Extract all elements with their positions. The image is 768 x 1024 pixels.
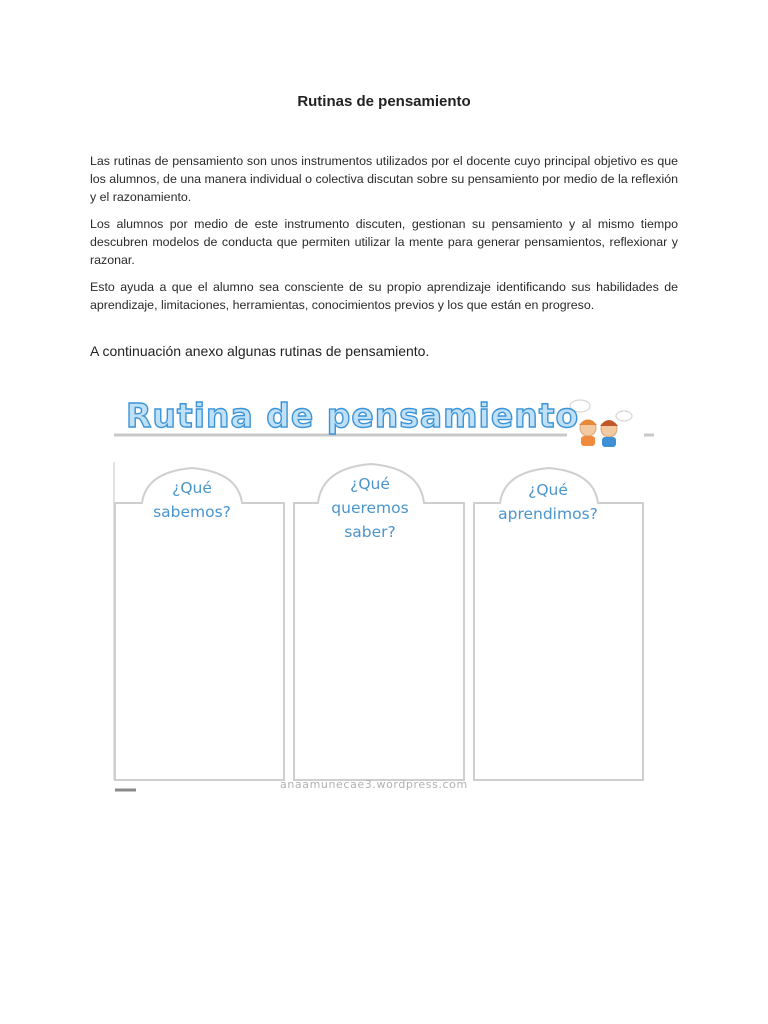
question-rest: aprendimos? — [498, 505, 598, 523]
question-rest: queremos — [331, 499, 409, 517]
figure-credit: anaamunecae3.wordpress.com — [280, 778, 468, 791]
page-title: Rutinas de pensamiento — [297, 93, 471, 110]
column-question-2 — [310, 472, 430, 544]
question-word: ¿Qué — [528, 481, 568, 499]
paragraph-2: Los alumnos por medio de este instrumento discuten, gestionan su pensamiento y al mismo tiempo descubren modelos de conducta que permiten utilizar la mente para generar pensamientos, reflexionar y razonar. — [90, 217, 678, 267]
intro-line: A continuación anexo algunas rutinas de pensamiento. — [90, 343, 430, 359]
thinking-routine-figure — [112, 392, 657, 797]
paragraph-1: Las rutinas de pensamiento son unos instrumentos utilizados por el docente cuyo principal objetivo es que los alumnos, de una manera individual o colectiva discutan sobre su pensamiento por medio de la reflexión y el razonamiento. — [90, 154, 678, 204]
question-rest-2: saber? — [344, 523, 396, 541]
banner-title: Rutina de pensamiento — [126, 396, 580, 435]
question-word: ¿Qué — [172, 479, 212, 497]
question-rest: sabemos? — [153, 503, 231, 521]
column-question-3 — [486, 478, 610, 526]
figure-frame — [112, 392, 657, 797]
question-word: ¿Qué — [350, 475, 390, 493]
kids-illustration — [570, 400, 632, 447]
paragraph-3: Esto ayuda a que el alumno sea consciente de su propio aprendizaje identificando sus habilidades de aprendizaje, limitaciones, herramientas, conocimientos previos y los que están en progreso. — [90, 280, 678, 312]
column-question-1 — [132, 476, 252, 524]
